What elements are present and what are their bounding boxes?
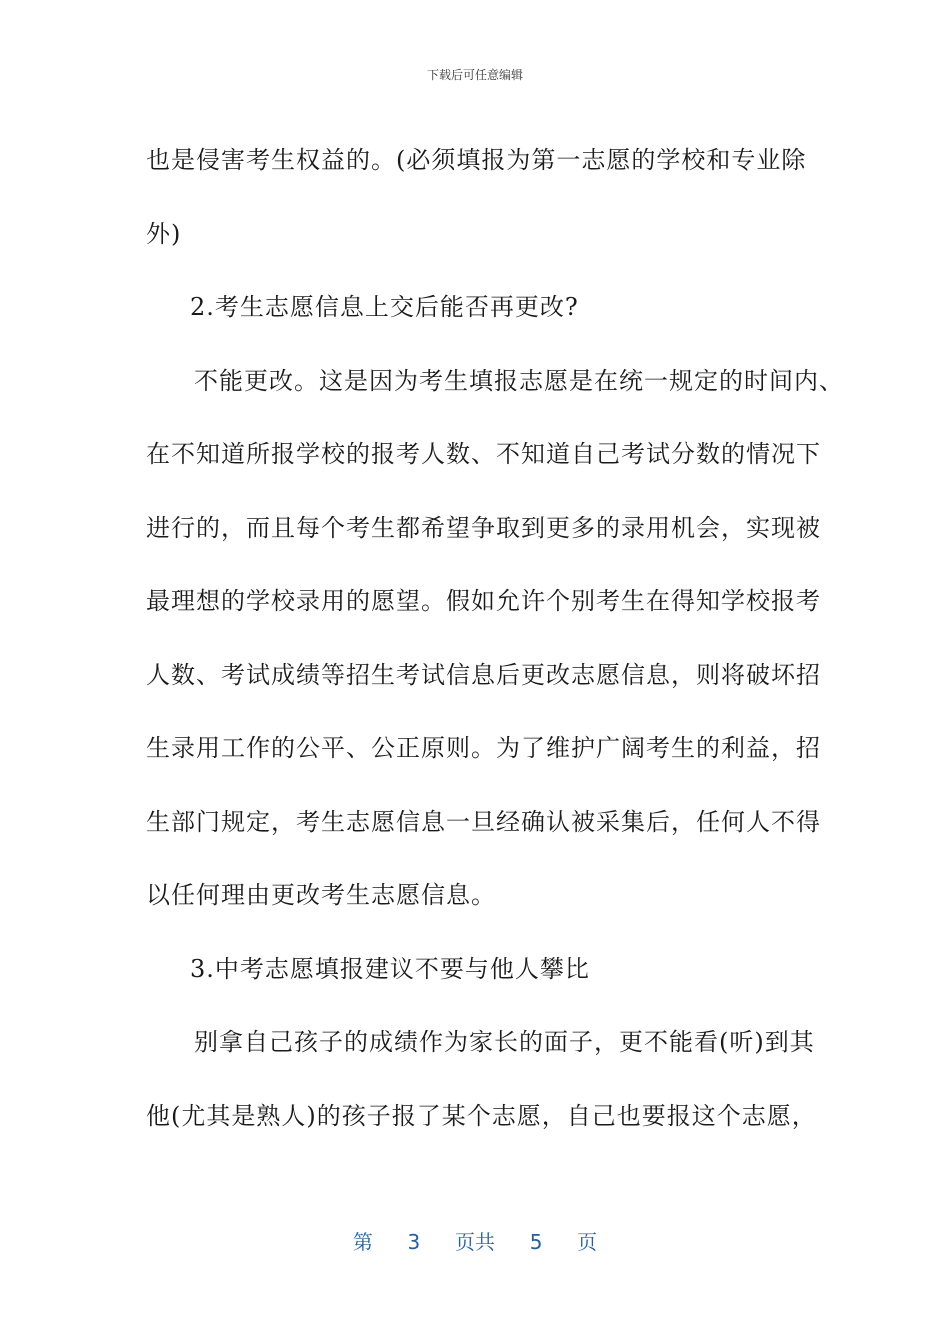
current-page-number: 3 (407, 1230, 421, 1254)
document-body (146, 124, 844, 1153)
text-line: 他(尤其是熟人)的孩子报了某个志愿，自己也要报这个志愿， (146, 1101, 817, 1130)
page-label-prefix: 第 (352, 1230, 373, 1254)
text-line: 外) (146, 219, 182, 248)
text-line: 最理想的学校录用的愿望。假如允许个别考生在得知学校报考 (146, 587, 821, 615)
text-line: 不能更改。这是因为考生填报志愿是在统一规定的时间内、 (194, 366, 844, 395)
text-line: 别拿自己孩子的成绩作为家长的面子，更不能看(听)到其 (194, 1028, 815, 1056)
page-footer (0, 1226, 950, 1255)
section-heading: 2.考生志愿信息上交后能否再更改? (190, 293, 579, 321)
section-heading: 3.中考志愿填报建议不要与他人攀比 (190, 954, 590, 983)
header-note: 下载后可任意编辑 (426, 68, 523, 82)
total-pages-number: 5 (529, 1230, 543, 1254)
text-line: 生部门规定，考生志愿信息一旦经确认被采集后，任何人不得 (146, 807, 821, 836)
text-line: 以任何理由更改考生志愿信息。 (146, 881, 496, 909)
text-line: 生录用工作的公平、公正原则。为了维护广阔考生的利益，招 (146, 734, 821, 762)
page-label-suffix: 页 (577, 1230, 598, 1254)
page-label-mid: 页共 (455, 1230, 495, 1254)
text-line: 在不知道所报学校的报考人数、不知道自己考试分数的情况下 (146, 440, 821, 468)
text-line: 也是侵害考生权益的。(必须填报为第一志愿的学校和专业除 (146, 146, 807, 174)
text-line: 人数、考试成绩等招生考试信息后更改志愿信息，则将破坏招 (146, 660, 821, 689)
text-line: 进行的，而且每个考生都希望争取到更多的录用机会，实现被 (146, 513, 821, 542)
